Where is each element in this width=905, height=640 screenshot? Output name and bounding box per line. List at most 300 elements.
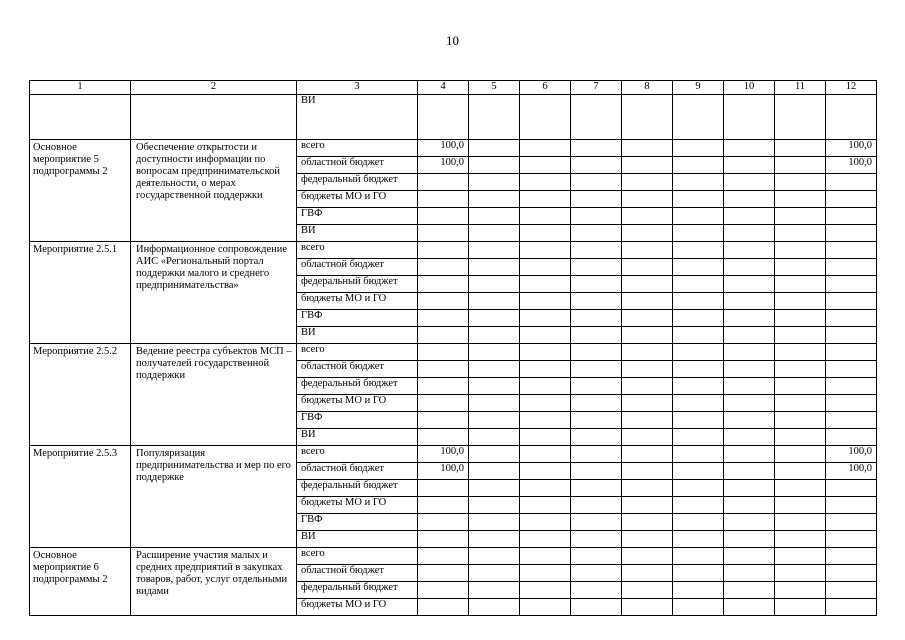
value-cell — [622, 140, 673, 157]
value-cell — [520, 259, 571, 276]
value-cell — [775, 259, 826, 276]
value-cell — [571, 140, 622, 157]
column-header: 2 — [131, 81, 297, 95]
value-cell-col4 — [418, 259, 469, 276]
value-cell-col12 — [826, 344, 877, 361]
funding-source: бюджеты МО и ГО — [297, 395, 418, 412]
value-cell-col12: 100,0 — [826, 157, 877, 174]
value-cell — [622, 276, 673, 293]
activity-name: Ведение реестра субъектов МСП – получателей государственной поддержки — [131, 344, 297, 446]
funding-source: областной бюджет — [297, 259, 418, 276]
funding-source: всего — [297, 242, 418, 259]
value-cell — [520, 599, 571, 616]
value-cell — [571, 293, 622, 310]
funding-source: областной бюджет — [297, 157, 418, 174]
value-cell — [469, 582, 520, 599]
value-cell-col4 — [418, 361, 469, 378]
value-cell — [571, 514, 622, 531]
value-cell — [724, 157, 775, 174]
page-number: 10 — [446, 33, 459, 48]
value-cell-col12 — [826, 412, 877, 429]
value-cell — [520, 174, 571, 191]
value-cell — [673, 344, 724, 361]
column-header: 11 — [775, 81, 826, 95]
funding-source: ВИ — [297, 429, 418, 446]
value-cell-col4 — [418, 497, 469, 514]
value-cell-col4 — [418, 276, 469, 293]
value-cell — [673, 276, 724, 293]
value-cell — [571, 225, 622, 242]
value-cell — [469, 225, 520, 242]
value-cell — [622, 480, 673, 497]
value-cell — [520, 95, 571, 140]
value-cell — [775, 429, 826, 446]
value-cell — [469, 327, 520, 344]
value-cell — [469, 463, 520, 480]
value-cell-col4 — [418, 599, 469, 616]
value-cell — [469, 548, 520, 565]
value-cell — [775, 395, 826, 412]
value-cell — [775, 310, 826, 327]
value-cell — [724, 276, 775, 293]
value-cell — [673, 259, 724, 276]
value-cell — [469, 208, 520, 225]
value-cell-col4 — [418, 344, 469, 361]
value-cell — [673, 548, 724, 565]
value-cell — [520, 276, 571, 293]
value-cell — [775, 140, 826, 157]
activity-name: Информационное сопровождение АИС «Региональный портал поддержки малого и среднего предпринимательства» — [131, 242, 297, 344]
value-cell — [622, 582, 673, 599]
table-row — [30, 446, 877, 463]
value-cell — [673, 293, 724, 310]
value-cell-col12 — [826, 361, 877, 378]
value-cell — [469, 293, 520, 310]
funding-source: ГВФ — [297, 412, 418, 429]
value-cell — [469, 497, 520, 514]
value-cell — [622, 293, 673, 310]
value-cell — [724, 327, 775, 344]
value-cell — [571, 497, 622, 514]
value-cell — [724, 599, 775, 616]
value-cell — [622, 310, 673, 327]
value-cell — [469, 174, 520, 191]
value-cell-col12 — [826, 276, 877, 293]
value-cell — [520, 225, 571, 242]
value-cell — [571, 242, 622, 259]
value-cell — [520, 361, 571, 378]
value-cell — [520, 429, 571, 446]
value-cell — [520, 582, 571, 599]
value-cell — [469, 599, 520, 616]
value-cell-col4 — [418, 378, 469, 395]
value-cell — [571, 446, 622, 463]
value-cell — [775, 565, 826, 582]
value-cell — [571, 344, 622, 361]
funding-source: областной бюджет — [297, 565, 418, 582]
value-cell — [775, 293, 826, 310]
value-cell — [520, 497, 571, 514]
value-cell — [826, 95, 877, 140]
value-cell-col4 — [418, 565, 469, 582]
value-cell-col12 — [826, 378, 877, 395]
value-cell — [724, 582, 775, 599]
value-cell — [673, 446, 724, 463]
value-cell — [775, 361, 826, 378]
value-cell — [520, 310, 571, 327]
value-cell — [673, 429, 724, 446]
activity-label: Мероприятие 2.5.1 — [30, 242, 131, 344]
value-cell — [673, 514, 724, 531]
activity-name: Обеспечение открытости и доступности информации по вопросам предпринимательской деятельности, о мерах государственной поддержки — [131, 140, 297, 242]
value-cell — [571, 599, 622, 616]
value-cell-col4 — [418, 174, 469, 191]
activity-name: Популяризация предпринимательства и мер по его поддержке — [131, 446, 297, 548]
column-header: 6 — [520, 81, 571, 95]
value-cell — [469, 344, 520, 361]
value-cell — [724, 208, 775, 225]
value-cell — [469, 361, 520, 378]
value-cell-col4 — [418, 395, 469, 412]
value-cell — [520, 480, 571, 497]
value-cell — [520, 514, 571, 531]
funding-source-cell: ВИ — [297, 95, 418, 140]
value-cell — [775, 276, 826, 293]
column-header: 10 — [724, 81, 775, 95]
value-cell — [673, 225, 724, 242]
value-cell — [571, 480, 622, 497]
value-cell — [571, 582, 622, 599]
funding-source: федеральный бюджет — [297, 174, 418, 191]
funding-source: ВИ — [297, 225, 418, 242]
value-cell — [673, 191, 724, 208]
value-cell — [775, 412, 826, 429]
value-cell — [724, 446, 775, 463]
value-cell — [520, 293, 571, 310]
value-cell-col12 — [826, 429, 877, 446]
value-cell — [673, 140, 724, 157]
value-cell — [469, 429, 520, 446]
value-cell-col4 — [418, 480, 469, 497]
value-cell — [571, 565, 622, 582]
activity-name-cell — [131, 95, 297, 140]
value-cell — [775, 599, 826, 616]
value-cell-col4 — [418, 242, 469, 259]
column-header: 12 — [826, 81, 877, 95]
funding-source: всего — [297, 140, 418, 157]
value-cell — [622, 344, 673, 361]
column-header: 7 — [571, 81, 622, 95]
value-cell — [571, 191, 622, 208]
value-cell — [724, 480, 775, 497]
value-cell-col4 — [418, 429, 469, 446]
value-cell — [775, 378, 826, 395]
value-cell — [622, 259, 673, 276]
value-cell — [724, 225, 775, 242]
value-cell-col4: 100,0 — [418, 446, 469, 463]
value-cell-col12 — [826, 225, 877, 242]
value-cell — [622, 378, 673, 395]
value-cell — [622, 327, 673, 344]
value-cell — [724, 429, 775, 446]
value-cell — [469, 514, 520, 531]
value-cell — [571, 208, 622, 225]
value-cell — [775, 344, 826, 361]
funding-source: областной бюджет — [297, 361, 418, 378]
value-cell — [469, 157, 520, 174]
value-cell — [520, 191, 571, 208]
funding-source: федеральный бюджет — [297, 378, 418, 395]
value-cell-col12 — [826, 174, 877, 191]
value-cell — [571, 276, 622, 293]
value-cell — [622, 412, 673, 429]
value-cell — [571, 412, 622, 429]
funding-source: федеральный бюджет — [297, 480, 418, 497]
funding-source: бюджеты МО и ГО — [297, 293, 418, 310]
value-cell — [724, 174, 775, 191]
value-cell — [673, 327, 724, 344]
activity-label: Мероприятие 2.5.2 — [30, 344, 131, 446]
value-cell — [622, 242, 673, 259]
value-cell-col12 — [826, 480, 877, 497]
funding-source: ВИ — [297, 327, 418, 344]
value-cell-col12 — [826, 599, 877, 616]
value-cell-col12: 100,0 — [826, 463, 877, 480]
value-cell — [775, 548, 826, 565]
value-cell-col12 — [826, 208, 877, 225]
funding-source: федеральный бюджет — [297, 276, 418, 293]
value-cell — [673, 463, 724, 480]
value-cell — [673, 208, 724, 225]
funding-source: ГВФ — [297, 514, 418, 531]
value-cell — [724, 310, 775, 327]
value-cell — [469, 480, 520, 497]
value-cell — [520, 327, 571, 344]
value-cell — [622, 463, 673, 480]
value-cell-col12 — [826, 191, 877, 208]
value-cell — [469, 140, 520, 157]
value-cell — [775, 327, 826, 344]
value-cell — [724, 140, 775, 157]
column-header: 8 — [622, 81, 673, 95]
value-cell — [775, 480, 826, 497]
value-cell — [622, 157, 673, 174]
value-cell-col12 — [826, 310, 877, 327]
value-cell — [571, 548, 622, 565]
value-cell — [673, 310, 724, 327]
value-cell-col12 — [826, 395, 877, 412]
value-cell — [622, 429, 673, 446]
activity-name: Расширение участия малых и средних предприятий в закупках товаров, работ, услуг отдельными видами — [131, 548, 297, 616]
value-cell — [775, 497, 826, 514]
value-cell-col4: 100,0 — [418, 140, 469, 157]
activity-label: Основное мероприятие 6 подпрограммы 2 — [30, 548, 131, 616]
value-cell-col4 — [418, 310, 469, 327]
value-cell — [520, 412, 571, 429]
table-row — [30, 344, 877, 361]
value-cell — [775, 463, 826, 480]
funding-source: ГВФ — [297, 208, 418, 225]
value-cell — [673, 378, 724, 395]
value-cell — [775, 95, 826, 140]
value-cell-col4 — [418, 225, 469, 242]
value-cell-col12 — [826, 514, 877, 531]
table-row — [30, 95, 877, 140]
value-cell — [724, 191, 775, 208]
value-cell — [724, 378, 775, 395]
value-cell — [673, 95, 724, 140]
value-cell — [571, 378, 622, 395]
funding-source: всего — [297, 344, 418, 361]
value-cell — [724, 95, 775, 140]
value-cell — [673, 497, 724, 514]
value-cell-col4 — [418, 514, 469, 531]
value-cell-col12 — [826, 531, 877, 548]
value-cell-col4 — [418, 327, 469, 344]
value-cell — [622, 395, 673, 412]
activity-label: Мероприятие 2.5.3 — [30, 446, 131, 548]
budget-table-body — [30, 81, 877, 616]
value-cell — [622, 446, 673, 463]
column-header: 3 — [297, 81, 418, 95]
value-cell — [469, 242, 520, 259]
value-cell — [673, 412, 724, 429]
value-cell — [622, 565, 673, 582]
funding-source: бюджеты МО и ГО — [297, 191, 418, 208]
value-cell — [571, 361, 622, 378]
value-cell-col12 — [826, 565, 877, 582]
value-cell — [724, 344, 775, 361]
funding-source: всего — [297, 446, 418, 463]
value-cell — [724, 412, 775, 429]
value-cell — [571, 395, 622, 412]
value-cell — [469, 531, 520, 548]
value-cell — [469, 565, 520, 582]
funding-source: ВИ — [297, 531, 418, 548]
value-cell — [724, 395, 775, 412]
value-cell — [775, 582, 826, 599]
value-cell — [775, 157, 826, 174]
value-cell — [469, 412, 520, 429]
value-cell — [775, 174, 826, 191]
funding-source: областной бюджет — [297, 463, 418, 480]
value-cell — [724, 565, 775, 582]
value-cell-col12 — [826, 259, 877, 276]
activity-label-cell — [30, 95, 131, 140]
value-cell — [520, 378, 571, 395]
value-cell — [520, 565, 571, 582]
value-cell — [469, 259, 520, 276]
value-cell — [724, 259, 775, 276]
value-cell — [622, 531, 673, 548]
value-cell — [520, 463, 571, 480]
value-cell — [673, 480, 724, 497]
value-cell-col12 — [826, 327, 877, 344]
value-cell — [622, 191, 673, 208]
value-cell — [622, 225, 673, 242]
value-cell — [673, 565, 724, 582]
value-cell — [520, 548, 571, 565]
value-cell — [724, 548, 775, 565]
funding-source: всего — [297, 548, 418, 565]
value-cell — [469, 276, 520, 293]
value-cell — [724, 514, 775, 531]
value-cell — [724, 463, 775, 480]
value-cell — [775, 225, 826, 242]
value-cell-col4 — [418, 191, 469, 208]
value-cell — [520, 242, 571, 259]
value-cell-col12 — [826, 242, 877, 259]
value-cell — [520, 157, 571, 174]
value-cell — [469, 191, 520, 208]
column-header: 1 — [30, 81, 131, 95]
value-cell-col4 — [418, 531, 469, 548]
value-cell-col4: 100,0 — [418, 157, 469, 174]
value-cell-col12 — [826, 548, 877, 565]
value-cell — [673, 157, 724, 174]
value-cell — [622, 548, 673, 565]
value-cell — [571, 157, 622, 174]
value-cell — [673, 174, 724, 191]
funding-source: бюджеты МО и ГО — [297, 497, 418, 514]
value-cell — [571, 174, 622, 191]
value-cell — [622, 599, 673, 616]
column-header: 5 — [469, 81, 520, 95]
value-cell — [571, 259, 622, 276]
funding-source: ГВФ — [297, 310, 418, 327]
value-cell — [622, 361, 673, 378]
value-cell — [622, 208, 673, 225]
value-cell — [520, 531, 571, 548]
value-cell — [673, 395, 724, 412]
value-cell — [775, 531, 826, 548]
value-cell — [724, 497, 775, 514]
table-row — [30, 140, 877, 157]
value-cell — [775, 208, 826, 225]
value-cell — [520, 446, 571, 463]
header-row — [30, 81, 877, 95]
value-cell — [571, 95, 622, 140]
value-cell — [622, 174, 673, 191]
value-cell — [571, 463, 622, 480]
value-cell — [673, 531, 724, 548]
value-cell — [724, 293, 775, 310]
value-cell — [571, 327, 622, 344]
budget-table — [29, 80, 877, 616]
value-cell-col4 — [418, 412, 469, 429]
value-cell — [469, 310, 520, 327]
value-cell — [775, 242, 826, 259]
value-cell — [520, 344, 571, 361]
value-cell — [571, 310, 622, 327]
value-cell-col12 — [826, 582, 877, 599]
value-cell-col4 — [418, 208, 469, 225]
value-cell-col12: 100,0 — [826, 446, 877, 463]
value-cell — [673, 242, 724, 259]
value-cell — [520, 395, 571, 412]
value-cell — [673, 599, 724, 616]
column-header: 4 — [418, 81, 469, 95]
value-cell — [469, 378, 520, 395]
value-cell-col4 — [418, 293, 469, 310]
table-row — [30, 242, 877, 259]
value-cell-col12: 100,0 — [826, 140, 877, 157]
funding-source: бюджеты МО и ГО — [297, 599, 418, 616]
value-cell — [673, 361, 724, 378]
value-cell — [469, 446, 520, 463]
value-cell — [622, 95, 673, 140]
value-cell — [724, 531, 775, 548]
